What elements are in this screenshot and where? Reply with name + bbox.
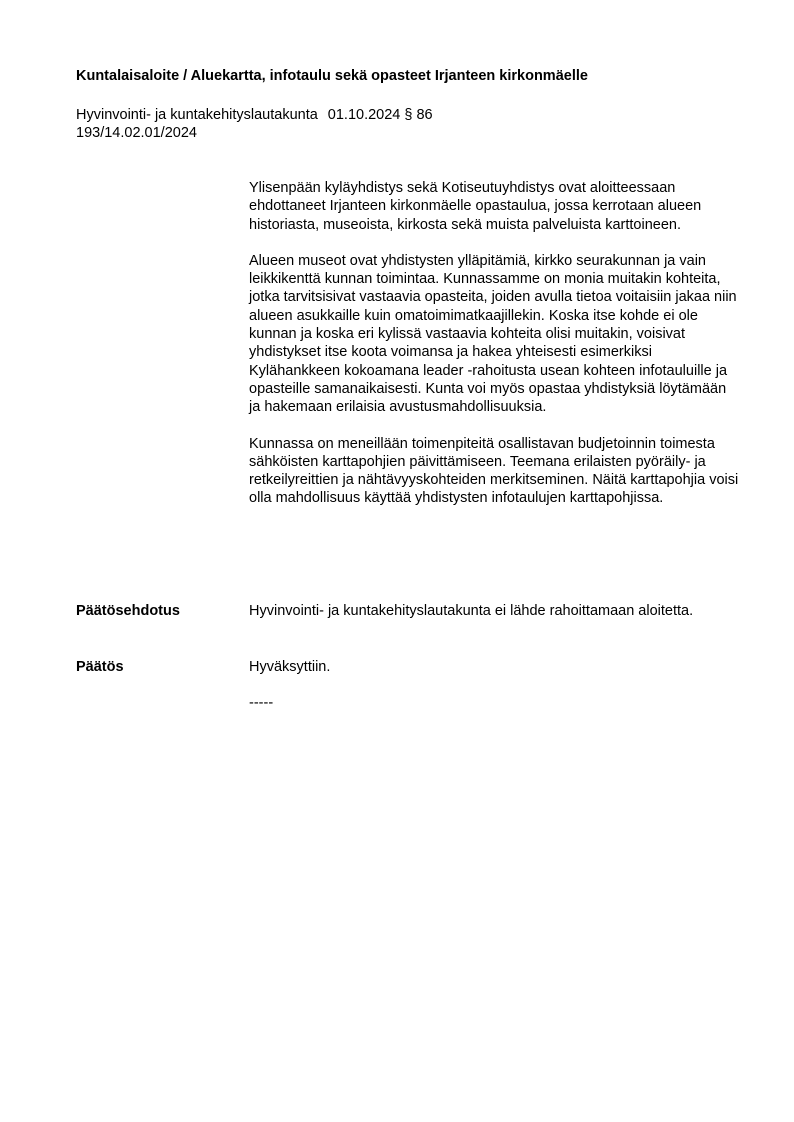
document-body: [249, 179, 739, 526]
board-name: Hyvinvointi- ja kuntakehityslautakunta: [76, 107, 318, 123]
document-title: Kuntalaisaloite / Aluekartta, infotaulu sekä opasteet Irjanteen kirkonmäelle: [76, 68, 588, 84]
ending-marker: -----: [249, 695, 274, 711]
meeting-line: [76, 106, 433, 124]
meeting-date: 01.10.2024 § 86: [327, 107, 433, 123]
record-number: 193/14.02.01/2024: [76, 125, 197, 141]
proposal-label: Päätösehdotus: [76, 603, 180, 619]
document-meta: [76, 106, 433, 142]
body-paragraph: Kunnassa on meneillään toimenpiteitä osallistavan budjetoinnin toimesta sähköisten karttapohjien päivittämiseen. Teemana erilaisten pyöräily- ja retkeilyreittien ja nähtävyyskohteiden merkitseminen. Näitä karttapohjia voisi olla mahdollisuus käyttää yhdistysten infotaulujen karttapohjissa.: [249, 435, 739, 507]
proposal-text: Hyvinvointi- ja kuntakehityslautakunta ei lähde rahoittamaan aloitetta.: [249, 603, 694, 619]
decision-label: Päätös: [76, 659, 124, 675]
body-paragraph: Ylisenpään kyläyhdistys sekä Kotiseutuyhdistys ovat aloitteessaan ehdottaneet Irjanteen kirkonmäelle opastaulua, jossa kerrotaan alueen historiasta, museoista, kirkosta sekä muista palveluista karttoineen.: [249, 180, 702, 233]
decision-text: Hyväksyttiin.: [249, 659, 331, 675]
body-paragraph: Alueen museot ovat yhdistysten ylläpitämiä, kirkko seurakunnan ja vain leikkikenttä kunnan toimintaa. Kunnassamme on monia muitakin kohteita, jotka tarvitsisivat vastaavia opasteita, joiden avulla tietoa voitaisiin jakaa niin alueen asukkaille kuin omatoimimatkaajillekin. Koska itse kohde ei ole kunnan ja koska eri kylissä vastaavia kohteita olisi muitakin, voisivat yhdistykset itse koota voimansa ja hakea yhteisesti esimerkiksi Kylähankkeen kokoamana leader -rahoitusta usean kohteen infotauluille ja opasteille samanaikaisesti. Kunta voi myös opastaa yhdistyksiä löytämään ja hakemaan erilaisia avustusmahdollisuuksia.: [249, 252, 737, 416]
